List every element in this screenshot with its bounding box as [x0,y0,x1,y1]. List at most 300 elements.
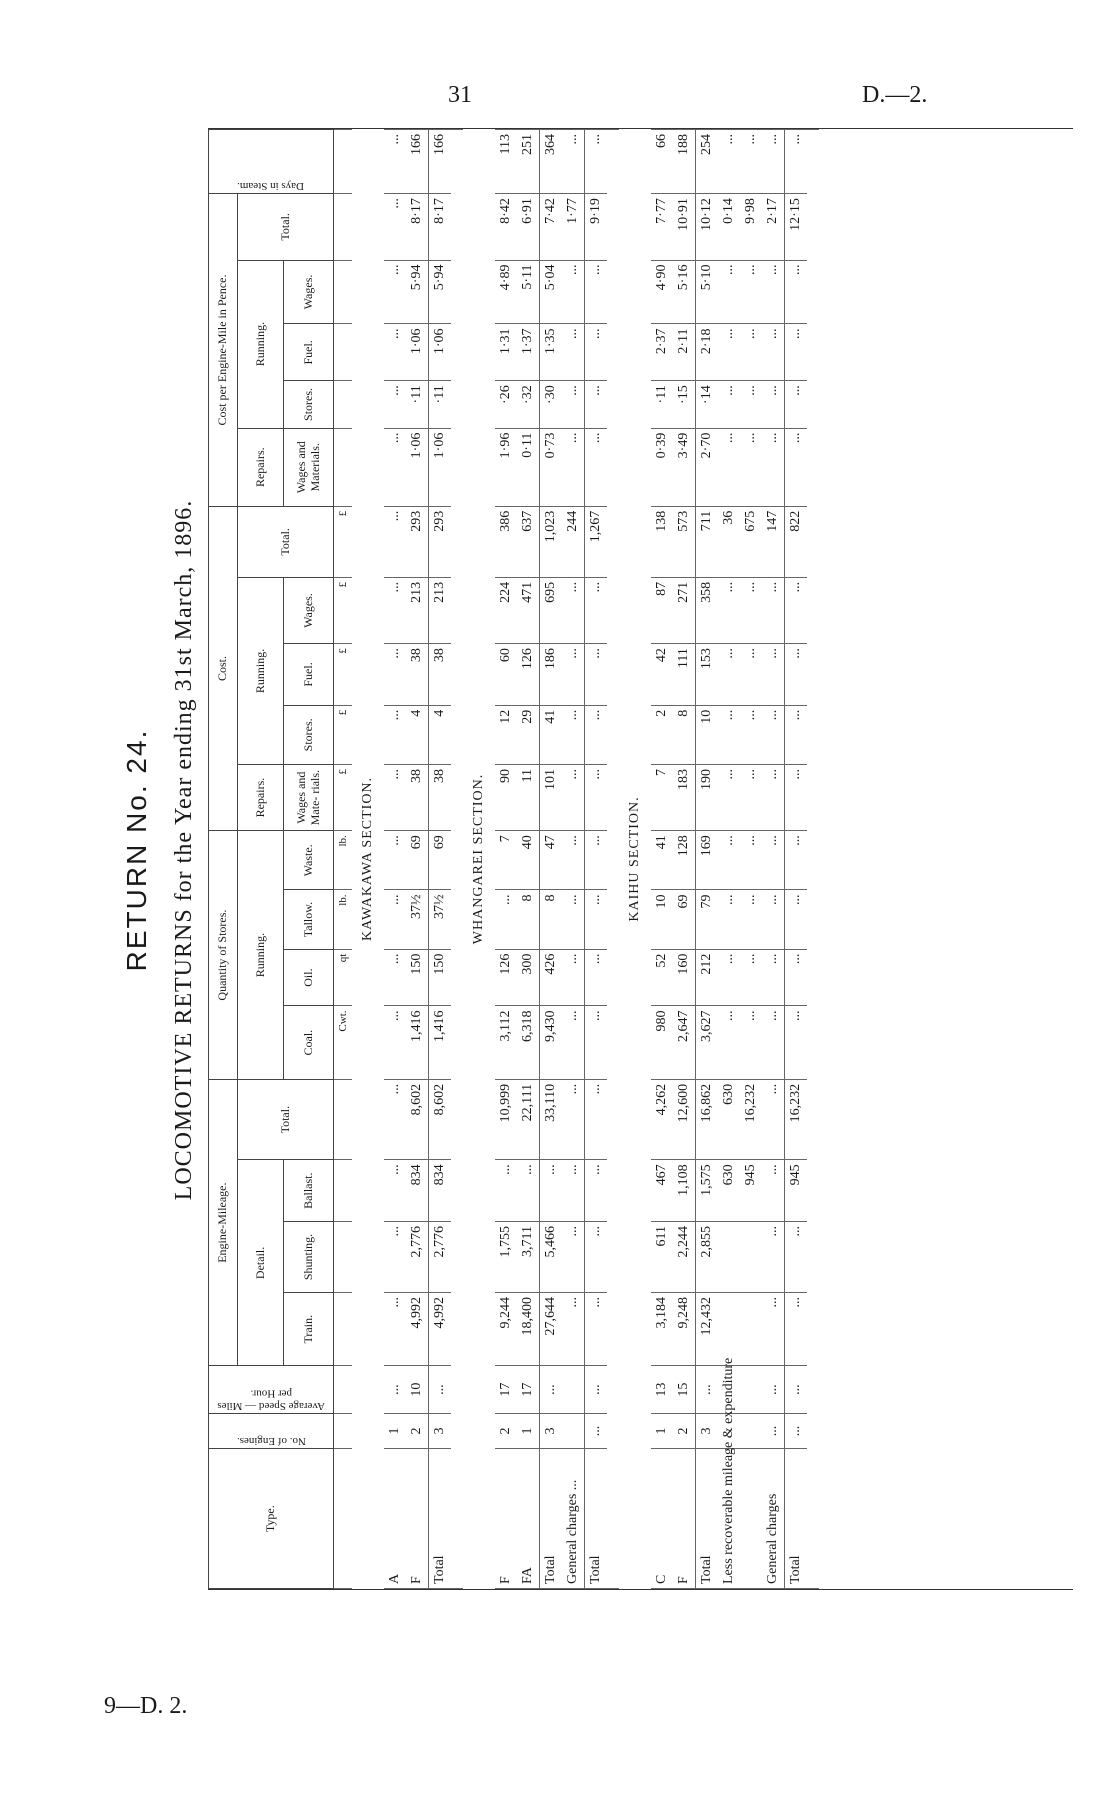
cell-shunting-miles [718,1221,740,1292]
cell-days-in-steam: ... [785,130,808,194]
cell-ballast-miles: ... [540,1160,563,1222]
cell-shunting-miles: ... [562,1221,585,1292]
gap-cell [807,130,819,1589]
section-title: KAIHU SECTION. [627,796,642,922]
cell-coal: 3,112 [495,1006,517,1079]
cell-fuel-cost: ... [762,644,785,706]
cell-type: Total [585,1449,608,1589]
group-cost-repairs: Repairs. [238,764,284,830]
cell-avg-speed: ... [384,1366,406,1413]
cell-type: Total [429,1449,452,1589]
cell-total-cost: 675 [740,506,762,577]
table-row [495,130,517,1589]
cell-days-in-steam: 166 [429,130,452,194]
col-train: Train. [284,1293,334,1366]
cell-repairs-cost: 101 [540,764,563,830]
cell-wages-cost: 87 [651,577,673,643]
cell-fuel-pence: ... [762,324,785,381]
cell-coal: 1,416 [429,1006,452,1079]
cell-oil: ... [384,949,406,1006]
cell-train-miles: 9,244 [495,1293,517,1366]
cell-shunting-miles: ... [384,1221,406,1292]
cell-tallow: ... [495,890,517,949]
cell-fuel-cost: ... [785,644,808,706]
cell-stores-pence: ... [384,381,406,428]
cell-avg-speed: 15 [673,1366,696,1413]
cell-wages-cost: 213 [429,577,452,643]
cell-ballast-miles: ... [562,1160,585,1222]
cell-stores-cost: 4 [406,705,429,764]
cell-total-cost: ... [384,506,406,577]
cell-shunting-miles: 3,711 [517,1221,540,1292]
cell-wages-pence: ... [718,260,740,324]
cell-coal: ... [718,1006,740,1079]
cell-avg-speed: ... [785,1366,808,1413]
cell-train-miles: ... [384,1293,406,1366]
cell-tallow: ... [785,890,808,949]
cell-repairs-cost: ... [384,764,406,830]
group-pence-running: Running. [238,260,284,428]
cell-type [740,1449,762,1589]
cell-shunting-miles: 1,755 [495,1221,517,1292]
cell-total-miles: 8,602 [429,1079,452,1160]
cell-repairs-cost: 183 [673,764,696,830]
cell-train-miles: ... [562,1293,585,1366]
col-pence-total: Total. [238,194,334,260]
cell-fuel-cost: 126 [517,644,540,706]
cell-waste: ... [718,831,740,890]
cell-fuel-pence: ... [740,324,762,381]
cell-oil: ... [740,949,762,1006]
cell-ballast-miles: ... [517,1160,540,1222]
cell-stores-cost: ... [762,705,785,764]
cell-type: Total [540,1449,563,1589]
cell-coal: ... [762,1006,785,1079]
cell-total-miles: 33,110 [540,1079,563,1160]
cell-wages-pence: 5·94 [429,260,452,324]
cell-stores-cost: 10 [696,705,719,764]
rotated-table-region [93,70,1093,1630]
cell-type: FA [517,1449,540,1589]
cell-fuel-pence: 2·18 [696,324,719,381]
cell-fuel-pence: ... [384,324,406,381]
cell-wages-cost: ... [785,577,808,643]
cell-fuel-pence: 1·37 [517,324,540,381]
col-tallow: Tallow. [284,890,334,949]
cell-ballast-miles: ... [762,1160,785,1222]
group-stores-running: Running. [238,831,284,1080]
cell-days-in-steam: ... [562,130,585,194]
cell-stores-pence: ... [785,381,808,428]
cell-days-in-steam: 251 [517,130,540,194]
cell-total-pence: 1·77 [562,194,585,260]
total-row [429,130,452,1589]
cell-train-miles: 18,400 [517,1293,540,1366]
cell-ballast-miles: 945 [785,1160,808,1222]
cell-tallow: ... [718,890,740,949]
cell-coal: 3,627 [696,1006,719,1079]
cell-total-pence: 9·98 [740,194,762,260]
cell-repairs-cost: 11 [517,764,540,830]
cell-train-miles: 4,992 [406,1293,429,1366]
cell-repairs-pence: ... [785,428,808,506]
cell-train-miles: ... [762,1293,785,1366]
cell-train-miles: 12,432 [696,1293,719,1366]
col-coal: Coal. [284,1006,334,1079]
col-mileage-total: Total. [238,1079,334,1160]
cell-train-miles [718,1293,740,1366]
col-no-engines: No. of Engines. [209,1413,334,1449]
cell-stores-pence: ·32 [517,381,540,428]
cell-fuel-pence: 1·35 [540,324,563,381]
cell-total-cost: 573 [673,506,696,577]
cell-fuel-pence: 1·06 [406,324,429,381]
cell-no-engines: 2 [673,1413,696,1449]
group-cost-running: Running. [238,577,284,764]
cell-coal: ... [384,1006,406,1079]
table-row [740,130,762,1589]
cell-wages-cost: 213 [406,577,429,643]
cell-oil: 160 [673,949,696,1006]
cell-fuel-cost: 38 [429,644,452,706]
col-type: Type. [209,1449,334,1589]
cell-no-engines [740,1413,762,1449]
locomotive-returns-table [208,129,819,1589]
cell-oil: 212 [696,949,719,1006]
unit-lb-tallow: lb. [334,890,353,949]
page-reference: D.—2. [862,82,928,108]
cell-days-in-steam: 254 [696,130,719,194]
cell-repairs-pence: 1·06 [406,428,429,506]
col-shunting: Shunting. [284,1221,334,1292]
cell-waste: ... [585,831,608,890]
cell-coal: 9,430 [540,1006,563,1079]
col-pence-wages-materials: Wages and Materials. [284,428,334,506]
cell-days-in-steam: 166 [406,130,429,194]
cell-train-miles: 4,992 [429,1293,452,1366]
col-waste: Waste. [284,831,334,890]
unit-pound-fuel: £ [334,644,353,706]
cell-total-cost: 1,023 [540,506,563,577]
cell-ballast-miles: 467 [651,1160,673,1222]
cell-stores-cost: ... [585,705,608,764]
cell-tallow: 69 [673,890,696,949]
total-row [540,130,563,1589]
gap-cell [607,130,619,1589]
cell-waste: 7 [495,831,517,890]
cell-repairs-pence: 3·49 [673,428,696,506]
cell-no-engines: 1 [517,1413,540,1449]
col-pence-stores: Stores. [284,381,334,428]
cell-repairs-cost: 38 [406,764,429,830]
cell-fuel-cost: ... [585,644,608,706]
cell-tallow: ... [585,890,608,949]
col-oil: Oil. [284,949,334,1006]
cell-shunting-miles: ... [762,1221,785,1292]
cell-no-engines: 1 [384,1413,406,1449]
cell-fuel-cost: ... [562,644,585,706]
cell-wages-cost: ... [718,577,740,643]
cell-repairs-pence: 0·11 [517,428,540,506]
cell-shunting-miles: 2,855 [696,1221,719,1292]
cell-stores-cost: ... [740,705,762,764]
group-detail: Detail. [238,1160,284,1366]
cell-train-miles: ... [585,1293,608,1366]
cell-repairs-cost: 190 [696,764,719,830]
cell-days-in-steam: ... [384,130,406,194]
cell-total-pence: 10·91 [673,194,696,260]
table-row [651,130,673,1589]
return-title: RETURN No. 24. [121,728,152,972]
cell-no-engines: ... [785,1413,808,1449]
cell-tallow: 79 [696,890,719,949]
cell-ballast-miles: ... [495,1160,517,1222]
cell-total-pence: ... [384,194,406,260]
cell-oil: 52 [651,949,673,1006]
table-body [334,130,820,1589]
section-title: KAWAKAWA SECTION. [360,776,375,942]
cell-waste: 69 [406,831,429,890]
cell-stores-cost: ... [718,705,740,764]
cell-repairs-cost: ... [785,764,808,830]
cell-type: Total [785,1449,808,1589]
col-ballast: Ballast. [284,1160,334,1222]
cell-avg-speed [740,1366,762,1413]
cell-avg-speed: ... [696,1366,719,1413]
cell-fuel-cost: ... [384,644,406,706]
cell-stores-cost: 29 [517,705,540,764]
cell-ballast-miles: 834 [429,1160,452,1222]
cell-avg-speed [562,1366,585,1413]
cell-shunting-miles: ... [785,1221,808,1292]
cell-repairs-pence: 1·96 [495,428,517,506]
cell-oil: 300 [517,949,540,1006]
cell-days-in-steam: 188 [673,130,696,194]
cell-wages-pence: ... [762,260,785,324]
unit-lb-waste: lb. [334,831,353,890]
cell-stores-pence: ·26 [495,381,517,428]
cell-fuel-cost: 38 [406,644,429,706]
cell-total-cost: 1,267 [585,506,608,577]
cell-total-cost: 147 [762,506,785,577]
cell-waste: ... [740,831,762,890]
col-days-in-steam: Days in Steam. [209,130,334,194]
cell-wages-pence: ... [785,260,808,324]
cell-fuel-pence: ... [585,324,608,381]
section-gap [451,130,463,1589]
cell-fuel-cost: 111 [673,644,696,706]
cell-oil: ... [762,949,785,1006]
cell-no-engines: 3 [540,1413,563,1449]
cell-ballast-miles: 834 [406,1160,429,1222]
cell-type: Less recoverable mileage & expenditure [718,1449,740,1589]
section-gap [607,130,619,1589]
cell-repairs-pence: ... [585,428,608,506]
total-row [696,130,719,1589]
cell-train-miles [740,1293,762,1366]
group-cost-per-mile: Cost per Engine-Mile in Pence. [209,194,238,507]
cell-repairs-pence: ... [762,428,785,506]
cell-total-pence: 2·17 [762,194,785,260]
cell-wages-pence: ... [585,260,608,324]
cell-fuel-cost: ... [740,644,762,706]
cell-repairs-pence: 2·70 [696,428,719,506]
col-avg-speed: Average Speed — Miles per Hour. [209,1366,334,1413]
cell-fuel-pence: 2·37 [651,324,673,381]
cell-total-pence: 10·12 [696,194,719,260]
section-gap [807,130,819,1589]
cell-wages-pence: 5·11 [517,260,540,324]
unit-pound-total: £ [334,506,353,577]
cell-days-in-steam: 113 [495,130,517,194]
cell-total-pence: 8·17 [406,194,429,260]
cell-type: F [673,1449,696,1589]
cell-type: F [495,1449,517,1589]
cell-total-cost: 386 [495,506,517,577]
cell-stores-pence: ... [718,381,740,428]
cell-avg-speed: 17 [495,1366,517,1413]
section-heading-row [352,130,384,1589]
cell-total-miles: 16,862 [696,1079,719,1160]
cell-total-pence: 8·17 [429,194,452,260]
cell-oil: ... [562,949,585,1006]
cell-oil: 426 [540,949,563,1006]
cell-days-in-steam: ... [585,130,608,194]
cell-total-cost: 293 [406,506,429,577]
cell-no-engines: 3 [696,1413,719,1449]
cell-train-miles: 3,184 [651,1293,673,1366]
cell-stores-cost: 4 [429,705,452,764]
cell-waste: ... [762,831,785,890]
cell-days-in-steam: ... [762,130,785,194]
cell-coal: ... [740,1006,762,1079]
unit-cwt: Cwt. [334,1006,353,1079]
col-cost-wages-materials: Wages and Mate- rials. [284,764,334,830]
cell-wages-pence: 5·04 [540,260,563,324]
cell-repairs-cost: ... [585,764,608,830]
table-row [384,130,406,1589]
cell-stores-cost: ... [785,705,808,764]
cell-stores-pence: ... [762,381,785,428]
cell-oil: 150 [406,949,429,1006]
cell-days-in-steam: ... [718,130,740,194]
cell-stores-pence: ·11 [406,381,429,428]
cell-total-pence: 8·42 [495,194,517,260]
cell-total-miles: 22,111 [517,1079,540,1160]
cell-coal: 2,647 [673,1006,696,1079]
cell-total-pence: 12·15 [785,194,808,260]
cell-tallow: 37½ [429,890,452,949]
cell-no-engines: ... [585,1413,608,1449]
cell-stores-cost: 8 [673,705,696,764]
cell-waste: 169 [696,831,719,890]
cell-stores-pence: ·11 [429,381,452,428]
cell-no-engines: 2 [495,1413,517,1449]
cell-stores-pence: ... [740,381,762,428]
cell-repairs-pence: 0·73 [540,428,563,506]
cell-fuel-cost: 60 [495,644,517,706]
cell-repairs-pence: ... [562,428,585,506]
cell-wages-cost: ... [562,577,585,643]
cell-ballast-miles: ... [384,1160,406,1222]
cell-total-miles: 12,600 [673,1079,696,1160]
cell-total-cost: 822 [785,506,808,577]
cell-repairs-cost: ... [762,764,785,830]
cell-wages-cost: ... [740,577,762,643]
cell-wages-cost: ... [585,577,608,643]
cell-ballast-miles: ... [585,1160,608,1222]
cell-fuel-pence: ... [718,324,740,381]
cell-tallow: ... [384,890,406,949]
cell-wages-pence: ... [384,260,406,324]
col-pence-fuel: Fuel. [284,324,334,381]
cell-total-cost: 138 [651,506,673,577]
cell-ballast-miles: 945 [740,1160,762,1222]
cell-avg-speed: 17 [517,1366,540,1413]
cell-type: F [406,1449,429,1589]
cell-stores-cost: 2 [651,705,673,764]
cell-no-engines: 1 [651,1413,673,1449]
cell-repairs-pence: ... [384,428,406,506]
cell-type: A [384,1449,406,1589]
cell-total-miles: ... [585,1079,608,1160]
cell-fuel-pence: ... [785,324,808,381]
cell-fuel-pence: 2·11 [673,324,696,381]
cell-stores-pence: ·15 [673,381,696,428]
cell-repairs-cost: ... [740,764,762,830]
table-row [406,130,429,1589]
total-row [785,130,808,1589]
group-quantity-of-stores: Quantity of Stores. [209,831,238,1080]
table-row [673,130,696,1589]
cell-waste: ... [562,831,585,890]
cell-wages-pence: 4·90 [651,260,673,324]
cell-stores-cost: ... [562,705,585,764]
cell-tallow: 37½ [406,890,429,949]
cell-total-pence: 0·14 [718,194,740,260]
cell-stores-cost: 12 [495,705,517,764]
cell-shunting-miles: ... [585,1221,608,1292]
cell-no-engines: ... [762,1413,785,1449]
cell-fuel-pence: 1·06 [429,324,452,381]
col-cost-stores: Stores. [284,705,334,764]
cell-repairs-cost: 90 [495,764,517,830]
cell-type: Total [696,1449,719,1589]
cell-shunting-miles: 5,466 [540,1221,563,1292]
cell-repairs-cost: 38 [429,764,452,830]
cell-wages-cost: ... [384,577,406,643]
section-title: WHANGAREI SECTION. [471,773,486,945]
cell-coal: 1,416 [406,1006,429,1079]
page-number: 31 [448,82,472,108]
cell-repairs-cost: ... [562,764,585,830]
cell-days-in-steam: 364 [540,130,563,194]
cell-wages-cost: 224 [495,577,517,643]
cell-total-miles: 16,232 [785,1079,808,1160]
cell-stores-pence: ·14 [696,381,719,428]
cell-shunting-miles [740,1221,762,1292]
cell-coal: 980 [651,1006,673,1079]
units-row [334,130,353,1589]
cell-waste: 41 [651,831,673,890]
cell-days-in-steam: 66 [651,130,673,194]
cell-stores-pence: ·30 [540,381,563,428]
cell-total-miles: ... [562,1079,585,1160]
cell-wages-cost: ... [762,577,785,643]
cell-tallow: ... [762,890,785,949]
cell-wages-cost: 358 [696,577,719,643]
col-cost-fuel: Fuel. [284,644,334,706]
